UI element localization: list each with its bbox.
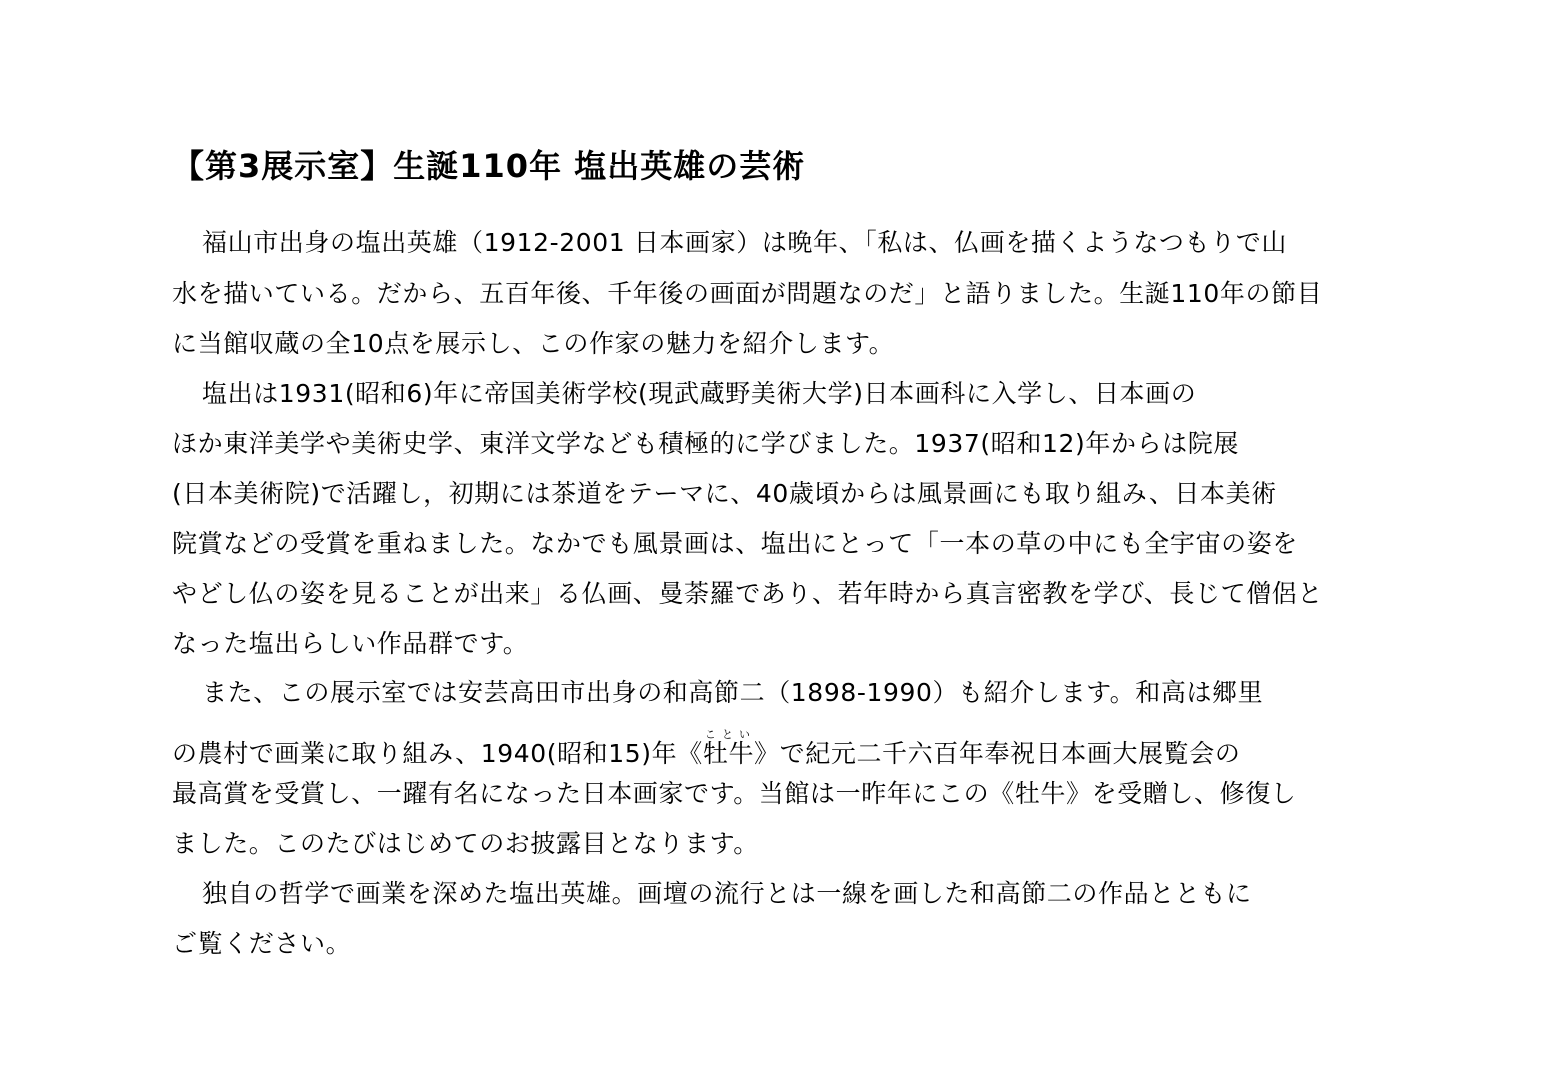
paragraph-4-line-2: ご覧ください。 bbox=[172, 929, 352, 958]
paragraph-3-line-2-start: の農村で画業に取り組み、1940(昭和15)年《 bbox=[172, 739, 703, 768]
paragraph-4-line-1: 独自の哲学で画業を深めた塩出英雄。画壇の流行とは一線を画した和高節二の作品とともに bbox=[202, 879, 1252, 908]
paragraph-1-line-3: に当館収蔵の全10点を展示し、この作家の魅力を紹介します。 bbox=[172, 329, 895, 358]
paragraph-1-line-1: 福山市出身の塩出英雄（1912-2001 日本画家）は晩年、「私は、仏画を描くようなつもりで山 bbox=[202, 228, 1287, 257]
artwork-title-reading: ことい bbox=[702, 728, 755, 741]
paragraph-2-line-6: なった塩出らしい作品群です。 bbox=[172, 629, 529, 658]
paragraph-1-line-2: 水を描いている。だから、五百年後、千年後の画面が問題なのだ」と語りました。生誕110年の節目 bbox=[172, 279, 1323, 308]
paragraph-2-line-2: ほか東洋美学や美術史学、東洋文学なども積極的に学びました。1937(昭和12)年からは院展 bbox=[172, 429, 1239, 458]
paragraph-2-line-4: 院賞などの受賞を重ねました。なかでも風景画は、塩出にとって「一本の草の中にも全宇宙の姿を bbox=[172, 529, 1298, 558]
paragraph-2-line-1: 塩出は1931(昭和6)年に帝国美術学校(現武蔵野美術大学)日本画科に入学し、日本画の bbox=[202, 379, 1197, 408]
paragraph-3-line-3: 最高賞を受賞し、一躍有名になった日本画家です。当館は一昨年にこの《牡牛》を受贈し、修復し bbox=[172, 779, 1297, 808]
paragraph-2-line-5: やどし仏の姿を見ることが出来」る仏画、曼荼羅であり、若年時から真言密教を学び、長じて僧侶と bbox=[172, 579, 1324, 608]
page-title: 【第3展示室】生誕110年 塩出英雄の芸術 bbox=[172, 147, 806, 185]
artwork-title-ruby bbox=[702, 728, 755, 768]
paragraph-3-line-4: ました。このたびはじめてのお披露目となります。 bbox=[172, 829, 759, 858]
paragraph-3-line-1: また、この展示室では安芸高田市出身の和高節二（1898-1990）も紹介します。和高は郷里 bbox=[202, 678, 1264, 707]
artwork-title: 牡牛 bbox=[702, 739, 755, 768]
paragraph-3-line-2 bbox=[172, 728, 1240, 772]
paragraph-2-line-3: (日本美術院)で活躍し，初期には茶道をテーマに、40歳頃からは風景画にも取り組み、日本美術 bbox=[172, 479, 1277, 508]
paragraph-3-line-2-end: 》で紀元二千六百年奉祝日本画大展覧会の bbox=[754, 739, 1241, 768]
